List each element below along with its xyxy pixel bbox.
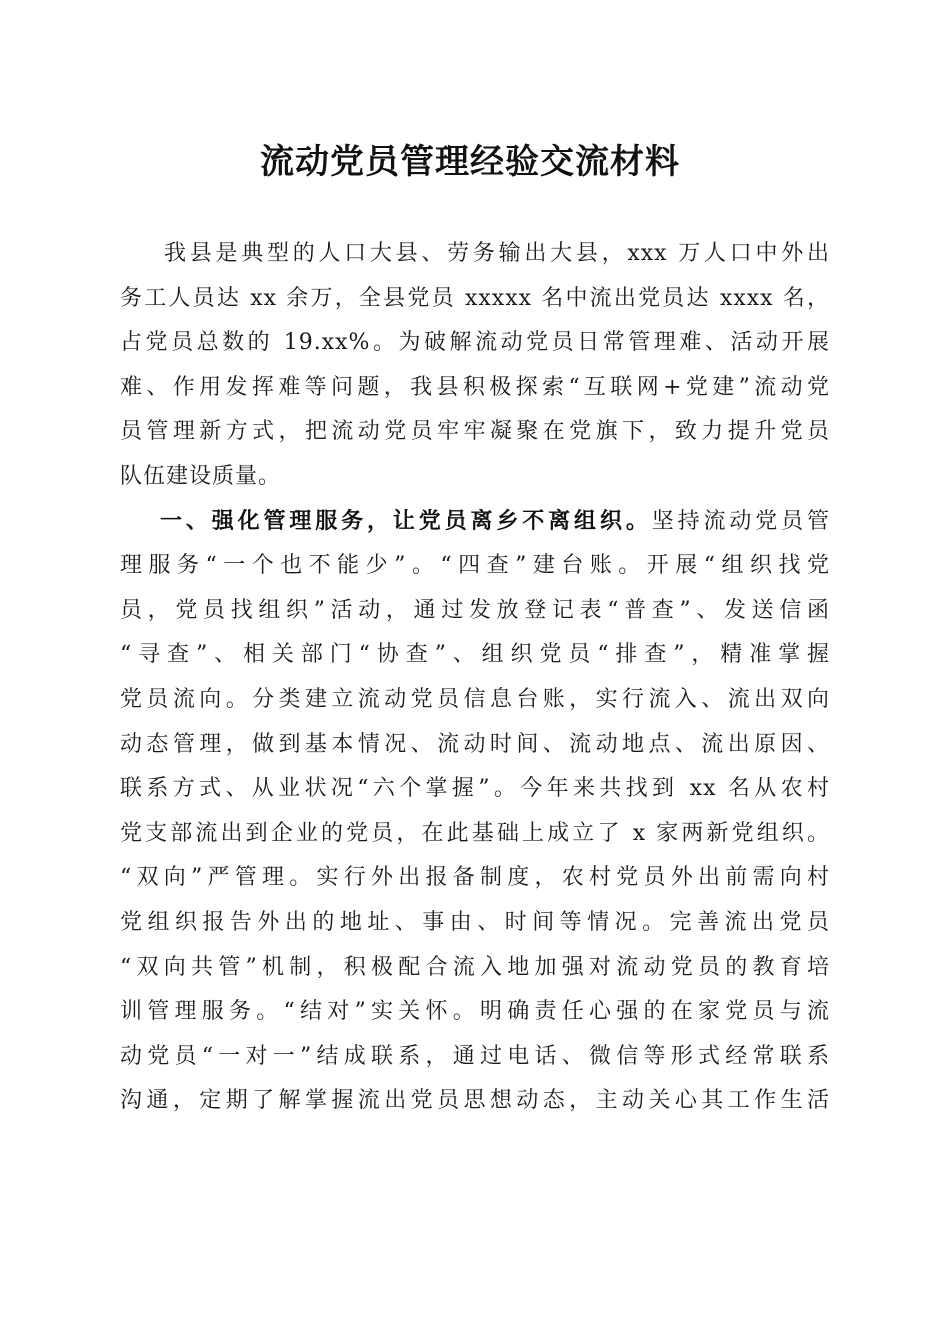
- text-line: 员，党员找组织”活动，通过发放登记表“普查”、发送信函: [120, 597, 830, 623]
- text-line: “双向共管”机制，积极配合流入地加强对流动党员的教育培: [120, 954, 830, 980]
- text-line: 占党员总数的 19.xx%。为破解流动党员日常管理难、活动开展: [120, 330, 830, 356]
- document-body: [120, 232, 830, 1124]
- text-line: “双向”严管理。实行外出报备制度，农村党员外出前需向村: [120, 865, 830, 891]
- text-line: 难、作用发挥难等问题，我县积极探索“互联网+党建”流动党: [120, 374, 830, 400]
- document-title: 流动党员管理经验交流材料: [260, 142, 680, 182]
- text-line: 沟通，定期了解掌握流出党员思想动态，主动关心其工作生活: [120, 1088, 830, 1114]
- text-line: 联系方式、从业状况“六个掌握”。今年来共找到 xx 名从农村: [120, 776, 830, 802]
- section-heading: 一、强化管理服务，让党员离乡不离组织。: [160, 508, 652, 534]
- text-line: 动党员“一对一”结成联系，通过电话、微信等形式经常联系: [120, 1043, 830, 1069]
- text-line: 党组织报告外出的地址、事由、时间等情况。完善流出党员: [120, 909, 830, 935]
- text-line: 动态管理，做到基本情况、流动时间、流动地点、流出原因、: [120, 731, 830, 757]
- text-line: 务工人员达 xx 余万，全县党员 xxxxx 名中流出党员达 xxxx 名，: [120, 285, 830, 311]
- text-line: 队伍建设质量。: [120, 463, 282, 489]
- text-run: 坚持流动党员管: [651, 508, 830, 534]
- text-line: 员管理新方式，把流动党员牢牢凝聚在党旗下，致力提升党员: [120, 419, 830, 445]
- text-line: 我县是典型的人口大县、劳务输出大县，xxx 万人口中外出: [164, 241, 830, 266]
- section-heading-line: [120, 500, 830, 545]
- text-line: 理服务“一个也不能少”。“四查”建台账。开展“组织找党: [120, 553, 830, 579]
- text-line: 党支部流出到企业的党员，在此基础上成立了 x 家两新党组织。: [120, 820, 830, 846]
- text-line: “寻查”、相关部门“协查”、组织党员“排查”，精准掌握: [120, 642, 830, 668]
- text-line: 党员流向。分类建立流动党员信息台账，实行流入、流出双向: [120, 686, 830, 712]
- text-line: 训管理服务。“结对”实关怀。明确责任心强的在家党员与流: [120, 999, 830, 1025]
